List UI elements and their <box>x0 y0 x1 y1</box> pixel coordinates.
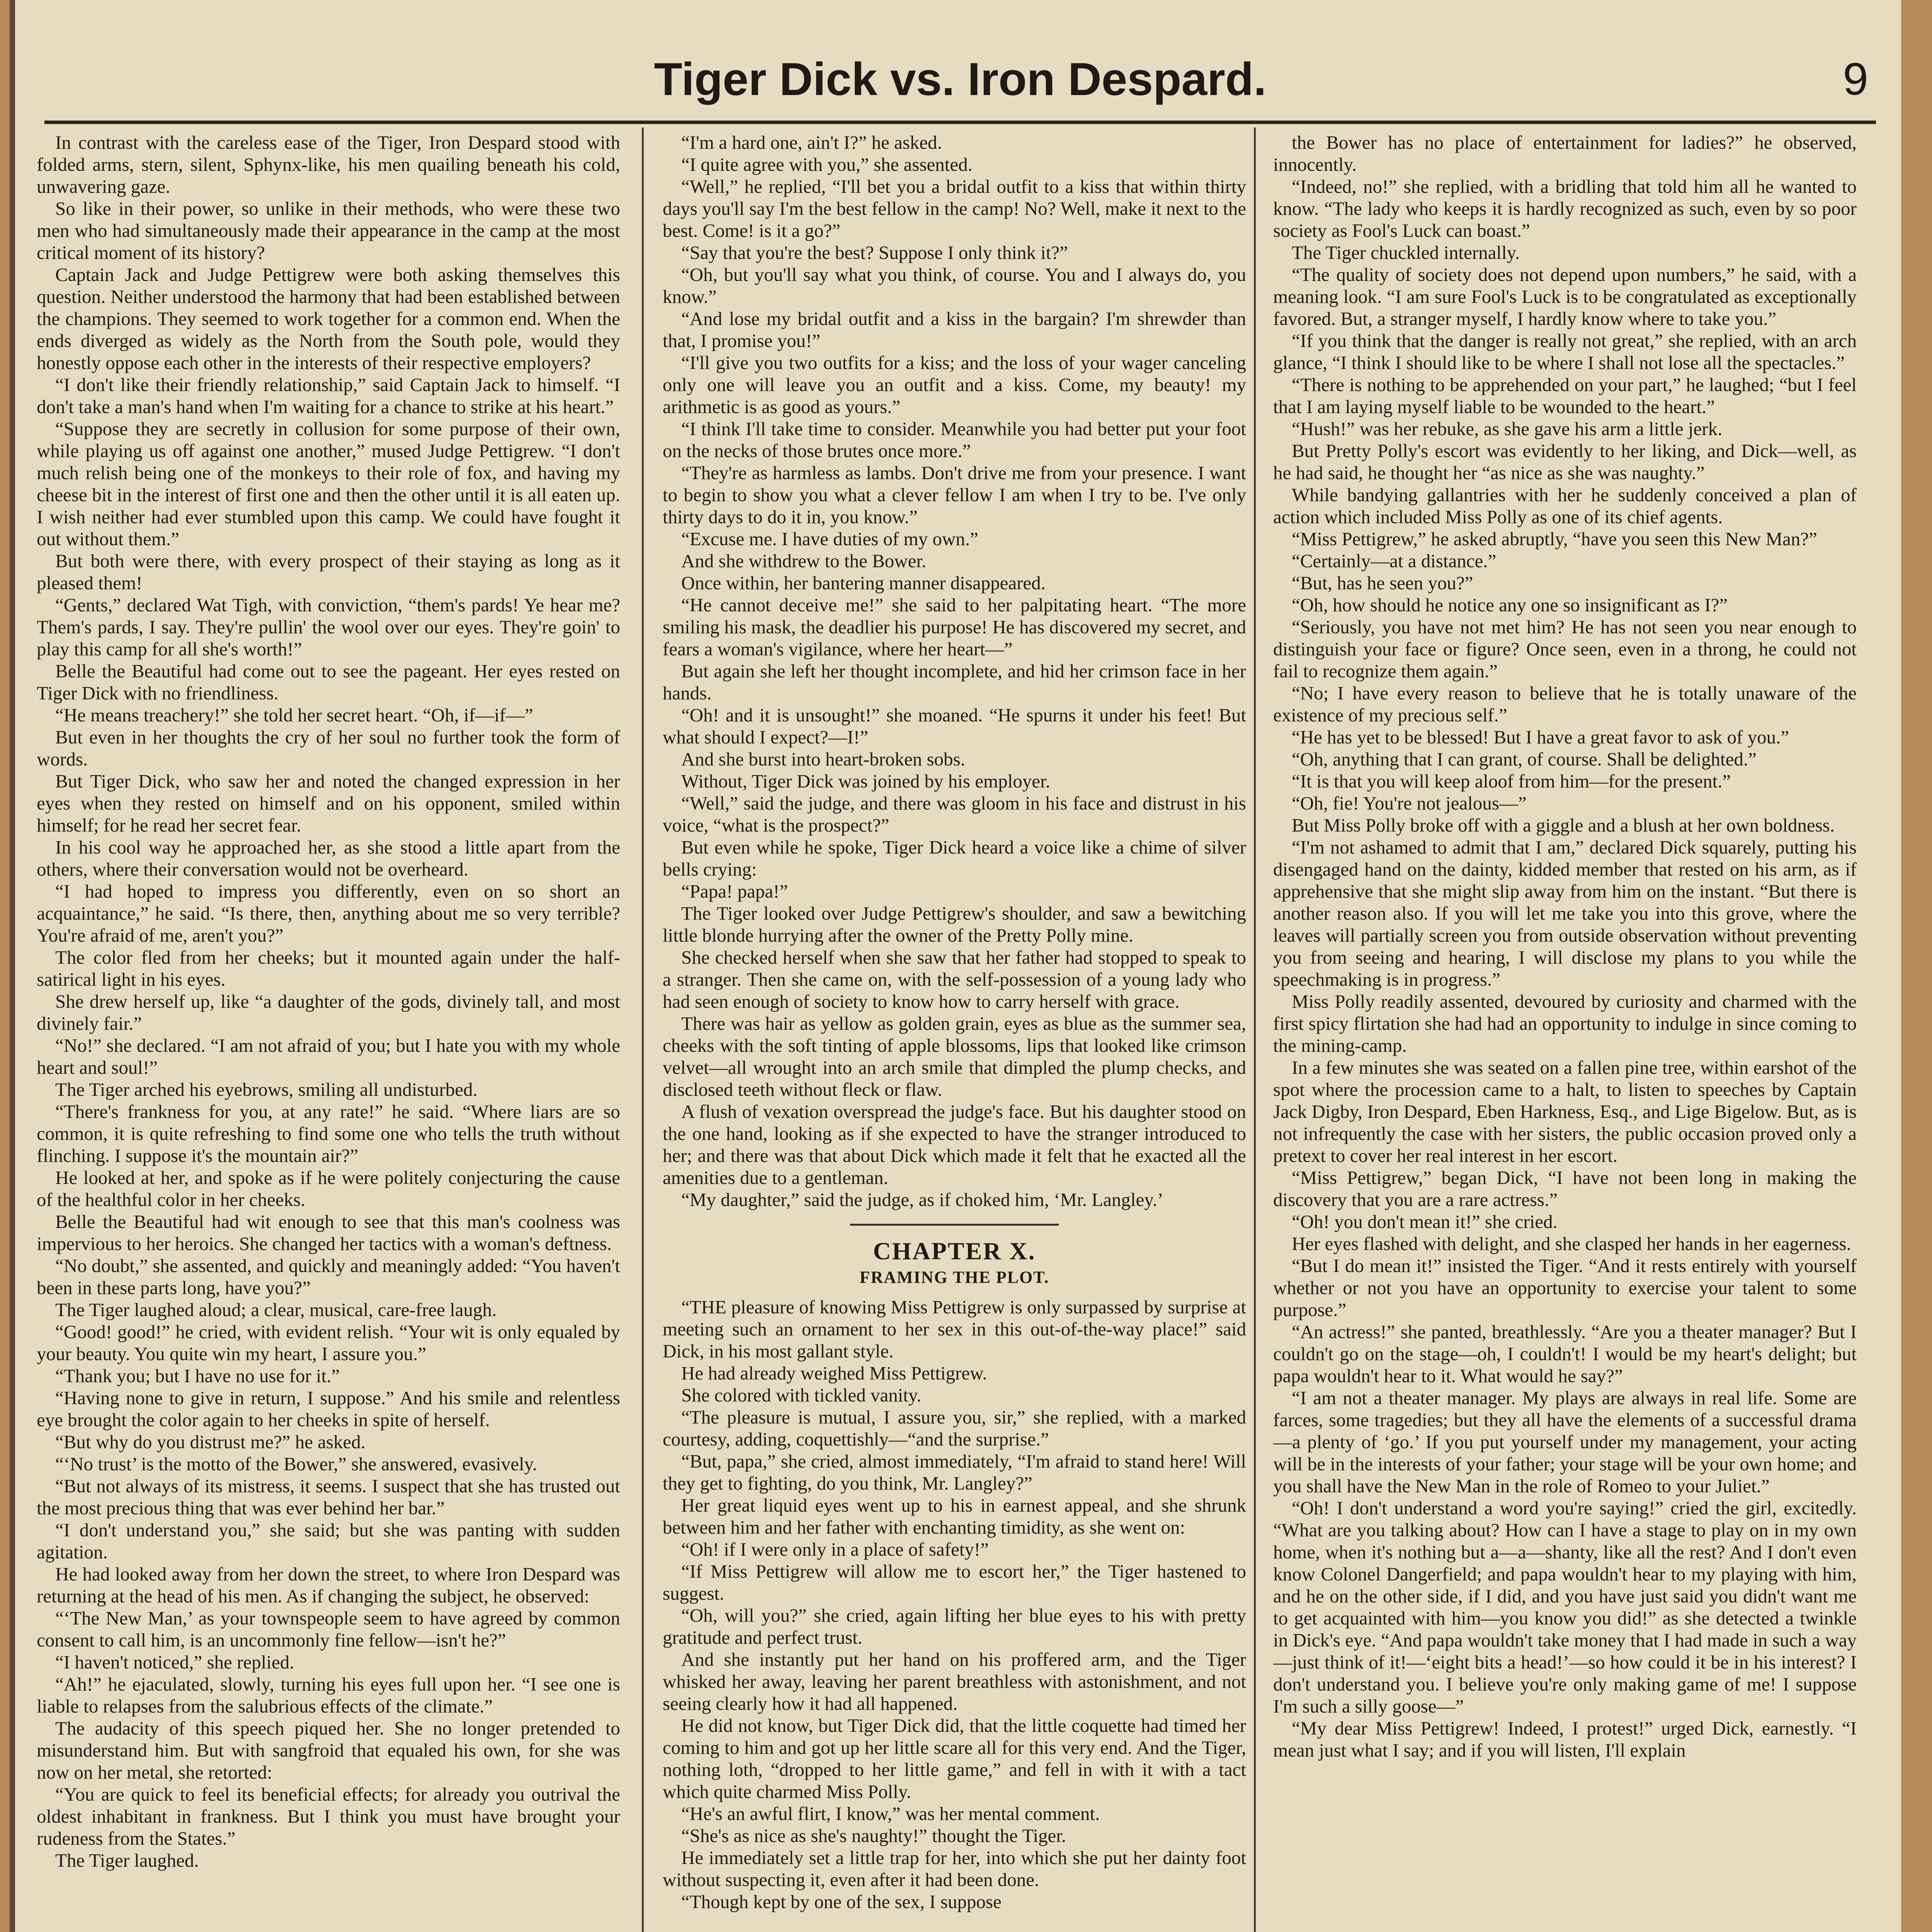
paragraph: “I don't understand you,” she said; but she was panting with sudden agitation. <box>37 1519 620 1563</box>
paragraph: He did not know, but Tiger Dick did, that the little coquette had timed her coming to him and got up her little scare all for this very end. And the Tiger, nothing loth, “dropped to her little game,” and fell in with it with a tact which quite charmed Miss Polly. <box>663 1715 1246 1802</box>
paragraph: But even in her thoughts the cry of her soul no further took the form of words. <box>37 726 620 770</box>
paragraph: “But I do mean it!” insisted the Tiger. “And it rests entirely with yourself whether or not you have an opportunity to exercise your talent to some purpose.” <box>1273 1255 1857 1320</box>
text-column-3 <box>1273 131 1857 1932</box>
paragraph: But Tiger Dick, who saw her and noted the changed expression in her eyes when they rested on himself and on his opponent, smiled within himself; for he read her secret fear. <box>37 770 620 836</box>
paragraph: “An actress!” she panted, breathlessly. “Are you a theater manager? But I couldn't go on the stage—oh, I couldn't! I would be my heart's delight; but papa wouldn't hear to it. What would he say?” <box>1273 1321 1857 1386</box>
paragraph: But again she left her thought incomplete, and hid her crimson face in her hands. <box>663 660 1246 704</box>
paragraph: “No; I have every reason to believe that he is totally unaware of the existence of my precious self.” <box>1273 682 1857 726</box>
paragraph: Captain Jack and Judge Pettigrew were both asking themselves this question. Neither understood the harmony that had been established between the champions. They seemed to work together for a common end. When the ends diverged as widely as the North from the South pole, would they honestly oppose each other in the interests of their respective employers? <box>37 264 620 373</box>
paragraph: “He cannot deceive me!” she said to her palpitating heart. “The more smiling his mask, the deadlier his purpose! He has discovered my secret, and fears a woman's vigilance, where her heart—” <box>663 594 1246 660</box>
paragraph: “Though kept by one of the sex, I suppose <box>681 1891 1002 1912</box>
paragraph: “He means treachery!” she told her secret heart. “Oh, if—if—” <box>55 704 533 726</box>
paragraph: “Oh, but you'll say what you think, of course. You and I always do, you know.” <box>663 264 1246 307</box>
page-number: 9 <box>1843 54 1868 105</box>
paragraph: “Well,” he replied, “I'll bet you a bridal outfit to a kiss that within thirty days you'll say I'm the best fellow in the camp! No? Well, make it next to the best. Come! is it a go?” <box>663 176 1246 241</box>
paragraph: “Hush!” was her rebuke, as she gave his arm a little jerk. <box>1292 418 1723 439</box>
paragraph: “He's an awful flirt, I know,” was her mental comment. <box>681 1803 1100 1824</box>
paragraph: So like in their power, so unlike in their methods, who were these two men who had simultaneously made their appearance in the camp at the most critical moment of its history? <box>37 198 620 263</box>
paragraph: “Oh! you don't mean it!” she cried. <box>1292 1211 1558 1232</box>
header-rule <box>44 121 1876 124</box>
paragraph: Belle the Beautiful had come out to see the pageant. Her eyes rested on Tiger Dick with no friendliness. <box>37 660 620 704</box>
paragraph: “Oh! I don't understand a word you're saying!” cried the girl, excitedly. “What are you talking about? How can I have a stage to play on in my own home, when it's nothing but a—a—shanty, like all the rest? And I don't even know Colonel Dangerfield; and papa wouldn't hear to my playing with him, and he on the other side, if I did, and you have just said you didn't want me to get acquainted with him—you know you did!” as she detected a twinkle in Dick's eye. “And papa wouldn't take money that I had made in such a way—just think of it!—‘eight bits a head!’—so how could it be in his interest? I don't understand you. I believe you're only making game of me! I suppose I'm such a silly goose—” <box>1273 1497 1857 1717</box>
column-divider <box>1254 128 1256 1932</box>
paragraph: Belle the Beautiful had wit enough to see that this man's coolness was impervious to her heroics. She changed her tactics with a woman's deftness. <box>37 1211 620 1254</box>
paragraph: The color fled from her cheeks; but it mounted again under the half-satirical light in his eyes. <box>37 947 620 990</box>
paragraph: “They're as harmless as lambs. Don't drive me from your presence. I want to begin to show you what a clever fellow I am when I try to be. I've only thirty days to do it in, you know.” <box>663 462 1246 527</box>
paragraph: The Tiger arched his eyebrows, smiling all undisturbed. <box>55 1079 478 1100</box>
paragraph: In a few minutes she was seated on a fallen pine tree, within earshot of the spot where the procession came to a halt, to listen to speeches by Captain Jack Digby, Iron Despard, Eben Harkness, Esq., and Lige Bigelow. But, as is not infrequently the case with her sisters, the public occasion proved only a pretext to cover her real interest in her escort. <box>1273 1057 1857 1166</box>
paragraph: “I'll give you two outfits for a kiss; and the loss of your wager canceling only one will leave you an outfit and a kiss. Come, my beauty! my arithmetic is as good as yours.” <box>663 352 1246 417</box>
text-column-2 <box>663 131 1246 1932</box>
paragraph: There was hair as yellow as golden grain, eyes as blue as the summer sea, cheeks with the soft tinting of apple blossoms, lips that looked like crimson velvet—all wrought into an arch smile that dimpled the plump checks, and disclosed teeth without fleck or flaw. <box>663 1013 1246 1100</box>
paragraph: She colored with tickled vanity. <box>681 1384 922 1406</box>
paragraph: “Oh! if I were only in a place of safety!” <box>681 1539 989 1560</box>
paragraph: “Excuse me. I have duties of my own.” <box>681 528 978 549</box>
paragraph: “You are quick to feel its beneficial effects; for already you outrival the oldest inhabitant in frankness. But I think you must have brought your rudeness from the States.” <box>37 1784 620 1849</box>
paragraph: The audacity of this speech piqued her. She no longer pretended to misunderstand him. But with sangfroid that equaled his own, for she was now on her metal, she retorted: <box>37 1718 620 1783</box>
paragraph: The Tiger chuckled internally. <box>1292 242 1520 263</box>
paragraph: “Thank you; but I have no use for it.” <box>55 1365 340 1386</box>
paragraph: “But not always of its mistress, it seems. I suspect that she has trusted out the most precious thing that was ever behind her bar.” <box>37 1475 620 1519</box>
paragraph: the Bower has no place of entertainment for ladies?” he observed, innocently. <box>1273 132 1857 175</box>
paragraph: While bandying gallantries with her he suddenly conceived a plan of action which included Miss Polly as one of its chief agents. <box>1273 484 1857 527</box>
paragraph: “Gents,” declared Wat Tigh, with conviction, “them's pards! Ye hear me? Them's pards, I say. They're pullin' the wool over our eyes. They're goin' to play this camp for all she's worth!” <box>37 594 620 660</box>
paragraph: “I haven't noticed,” she replied. <box>55 1651 294 1673</box>
paragraph: But Miss Polly broke off with a giggle and a blush at her own boldness. <box>1292 815 1835 836</box>
paragraph: “The pleasure is mutual, I assure you, sir,” she replied, with a marked courtesy, adding, coquettishly—“and the surprise.” <box>663 1406 1246 1450</box>
paragraph: Miss Polly readily assented, devoured by curiosity and charmed with the first spicy flirtation she had had an opportunity to indulge in since coming to the mining-camp. <box>1273 991 1857 1056</box>
paragraph: “‘No trust’ is the motto of the Bower,” she answered, evasively. <box>55 1453 537 1475</box>
paragraph: “Oh, anything that I can grant, of course. Shall be delighted.” <box>1292 748 1757 770</box>
paragraph: But even while he spoke, Tiger Dick heard a voice like a chime of silver bells crying: <box>663 837 1246 880</box>
paragraph: “Having none to give in return, I suppose.” And his smile and relentless eye brought the color again to her cheeks in spite of herself. <box>37 1387 620 1430</box>
paragraph: “The quality of society does not depend upon numbers,” he said, with a meaning look. “I am sure Fool's Luck is to be congratulated as exceptionally favored. But, a stranger myself, I hardly know where to take you.” <box>1273 264 1857 329</box>
paragraph: “If you think that the danger is really not great,” she replied, with an arch glance, “I think I should like to be where I shall not lose all the spectacles.” <box>1273 330 1857 373</box>
paragraph: “There's frankness for you, at any rate!” he said. “Where liars are so common, it is quite refreshing to find some one who tells the truth without flinching. I suppose it's the mountain air?” <box>37 1101 620 1166</box>
chapter-subtitle: FRAMING THE PLOT. <box>859 1268 1049 1287</box>
paragraph: And she burst into heart-broken sobs. <box>681 748 965 770</box>
paragraph: “Suppose they are secretly in collusion for some purpose of their own, while playing us off against one another,” mused Judge Pettigrew. “I don't much relish being one of the monkeys to their role of fox, and having my cheese bit in the interest of first one and then the other until it is all eaten up. I wish neither had ever stumbled upon this camp. We could have fought it out without them.” <box>37 418 620 549</box>
paragraph: “THE pleasure of knowing Miss Pettigrew is only surpassed by surprise at meeting such an ornament to her sex in this out-of-the-way place!” said Dick, in his most gallant style. <box>663 1296 1246 1362</box>
paragraph: And she instantly put her hand on his proffered arm, and the Tiger whisked her away, leaving her parent breathless with astonishment, and not seeing clearly how it had all happened. <box>663 1649 1246 1714</box>
page-binding-edge <box>10 0 15 1932</box>
paragraph: The Tiger laughed. <box>55 1850 199 1871</box>
story-title: Tiger Dick vs. Iron Despard. <box>654 53 1267 105</box>
paragraph: In his cool way he approached her, as she stood a little apart from the others, where their conversation would not be overheard. <box>37 837 620 880</box>
paragraph: “I am not a theater manager. My plays are always in real life. Some are farces, some tragedies; but they all have the elements of a successful drama—a plenty of ‘go.’ If you put yourself under my management, your acting will be in the interests of your father; your stage will be your own home; and you shall have the New Man in the role of Romeo to your Juliet.” <box>1273 1387 1857 1497</box>
paragraph: “I think I'll take time to consider. Meanwhile you had better put your foot on the necks of those brutes once more.” <box>663 418 1246 461</box>
paragraph: She checked herself when she saw that her father had stopped to speak to a stranger. Then she came on, with the self-possession of a young lady who had seen enough of society to know how to carry herself with grace. <box>663 947 1246 1012</box>
paragraph: “And lose my bridal outfit and a kiss in the bargain? I'm shrewder than that, I promise you!” <box>663 308 1246 351</box>
paragraph: “I'm not ashamed to admit that I am,” declared Dick squarely, putting his disengaged hand on the dainty, kidded member that rested on his arm, as if apprehensive that she might slip away from him on the instant. “But there is another reason also. If you will let me take you into this grove, where the leaves will partially screen you from outside observation without preventing you from seeing and hearing, I will disclose my plans to you while the speechmaking is in progress.” <box>1273 837 1857 990</box>
paragraph: She drew herself up, like “a daughter of the gods, divinely tall, and most divinely fair.” <box>37 991 620 1034</box>
paragraph: The Tiger looked over Judge Pettigrew's shoulder, and saw a bewitching little blonde hurrying after the owner of the Pretty Polly mine. <box>663 903 1246 946</box>
paragraph: “There is nothing to be apprehended on your part,” he laughed; “but I feel that I am laying myself liable to be wounded to the heart.” <box>1273 374 1857 417</box>
column-divider <box>642 128 644 1932</box>
chapter-title: CHAPTER X. <box>873 1237 1036 1265</box>
page-header <box>37 8 1884 124</box>
paragraph: “But, papa,” she cried, almost immediately, “I'm afraid to stand here! Will they get to fighting, do you think, Mr. Langley?” <box>663 1451 1246 1494</box>
paragraph: “Oh, fie! You're not jealous—” <box>1292 793 1527 814</box>
paragraph: “Good! good!” he cried, with evident relish. “Your wit is only equaled by your beauty. You quite win my heart, I assure you.” <box>37 1321 620 1364</box>
paragraph: “My dear Miss Pettigrew! Indeed, I protest!” urged Dick, earnestly. “I mean just what I say; and if you will listen, I'll explain <box>1273 1718 1857 1761</box>
paragraph: But both were there, with every prospect of their staying as long as it pleased them! <box>37 550 620 594</box>
paragraph: “If Miss Pettigrew will allow me to escort her,” the Tiger hastened to suggest. <box>663 1561 1246 1604</box>
paragraph: “No doubt,” she assented, and quickly and meaningly added: “You haven't been in these parts long, have you?” <box>37 1255 620 1298</box>
column-2-text-after-chapter <box>663 1296 1246 1913</box>
paragraph: “My daughter,” said the judge, as if choked him, ‘Mr. Langley.’ <box>681 1189 1164 1210</box>
paragraph: “Oh, will you?” she cried, again lifting her blue eyes to his with pretty gratitude and perfect trust. <box>663 1605 1246 1648</box>
paragraph: “Certainly—at a distance.” <box>1292 550 1497 571</box>
column-2-text-before-chapter <box>663 131 1246 1211</box>
paragraph: “Miss Pettigrew,” he asked abruptly, “have you seen this New Man?” <box>1292 528 1817 549</box>
paragraph: “‘The New Man,’ as your townspeople seem to have agreed by common consent to call him, is an uncommonly fine fellow—isn't he?” <box>37 1607 620 1651</box>
paragraph: He had looked away from her down the street, to where Iron Despard was returning at the head of his men. As if changing the subject, he observed: <box>37 1563 620 1607</box>
paragraph: “Well,” said the judge, and there was gloom in his face and distrust in his voice, “what is the prospect?” <box>663 793 1246 836</box>
paragraph: “Oh! and it is unsought!” she moaned. “He spurns it under his feet! But what should I expect?—I!” <box>663 704 1246 748</box>
paragraph: “I'm a hard one, ain't I?” he asked. <box>681 132 942 153</box>
paragraph: “Seriously, you have not met him? He has not seen you near enough to distinguish your face or figure? Once seen, even in a throng, he could not fail to recognize them again.” <box>1273 616 1857 682</box>
paragraph: “But, has he seen you?” <box>1292 572 1473 594</box>
paragraph: “But why do you distrust me?” he asked. <box>55 1431 366 1452</box>
magazine-page <box>10 0 1901 1932</box>
paragraph: “I had hoped to impress you differently, even on so short an acquaintance,” he said. “Is there, then, anything about me so very terrible? You're afraid of me, aren't you?” <box>37 881 620 946</box>
paragraph: The Tiger laughed aloud; a clear, musical, care-free laugh. <box>55 1299 497 1320</box>
paragraph: “Say that you're the best? Suppose I only think it?” <box>681 242 1068 263</box>
paragraph: “He has yet to be blessed! But I have a great favor to ask of you.” <box>1292 726 1789 748</box>
paragraph: In contrast with the careless ease of the Tiger, Iron Despard stood with folded arms, stern, silent, Sphynx-like, his men quailing beneath his cold, unwavering gaze. <box>37 132 620 197</box>
chapter-heading <box>663 1224 1246 1289</box>
paragraph: He had already weighed Miss Pettigrew. <box>681 1362 987 1384</box>
paragraph: And she withdrew to the Bower. <box>681 550 927 571</box>
paragraph: “Ah!” he ejaculated, slowly, turning his eyes full upon her. “I see one is liable to relapses from the salubrious effects of the climate.” <box>37 1673 620 1717</box>
paragraph: “Miss Pettigrew,” began Dick, “I have not been long in making the discovery that you are a rare actress.” <box>1273 1167 1857 1210</box>
paragraph: “Indeed, no!” she replied, with a bridling that told him all he wanted to know. “The lady who keeps it is hardly recognized as such, even by so poor society as Fool's Luck can boast.” <box>1273 176 1857 241</box>
paragraph: He looked at her, and spoke as if he were politely conjecturing the cause of the healthful color in her cheeks. <box>37 1167 620 1210</box>
paragraph: “I don't like their friendly relationship,” said Captain Jack to himself. “I don't take a man's hand when I'm waiting for a chance to strike at his heart.” <box>37 374 620 417</box>
paragraph: “I quite agree with you,” she assented. <box>681 154 973 175</box>
chapter-divider <box>850 1224 1059 1226</box>
paragraph: “No!” she declared. “I am not afraid of you; but I hate you with my whole heart and soul!” <box>37 1035 620 1078</box>
paragraph: “It is that you will keep aloof from him—for the present.” <box>1292 770 1731 792</box>
paragraph: He immediately set a little trap for her, into which she put her dainty foot without suspecting it, even after it had been done. <box>663 1847 1246 1890</box>
paragraph: “Oh, how should he notice any one so insignificant as I?” <box>1292 594 1728 616</box>
paragraph: A flush of vexation overspread the judge's face. But his daughter stood on the one hand, looking as if she expected to have the stranger introduced to her; and there was that about Dick which made it felt that he exacted all the amenities due to a gentleman. <box>663 1101 1246 1188</box>
text-column-1 <box>37 131 620 1932</box>
paragraph: But Pretty Polly's escort was evidently to her liking, and Dick—well, as he had said, he thought her “as nice as she was naughty.” <box>1273 440 1857 483</box>
paragraph: “She's as nice as she's naughty!” thought the Tiger. <box>681 1825 1066 1846</box>
paragraph: Her eyes flashed with delight, and she clasped her hands in her eagerness. <box>1292 1233 1851 1254</box>
paragraph: Her great liquid eyes went up to his in earnest appeal, and she shrunk between him and her father with enchanting timidity, as she went on: <box>663 1495 1246 1538</box>
paragraph: “Papa! papa!” <box>681 881 788 902</box>
paragraph: Once within, her bantering manner disappeared. <box>681 572 1046 594</box>
paragraph: Without, Tiger Dick was joined by his employer. <box>681 770 1050 792</box>
